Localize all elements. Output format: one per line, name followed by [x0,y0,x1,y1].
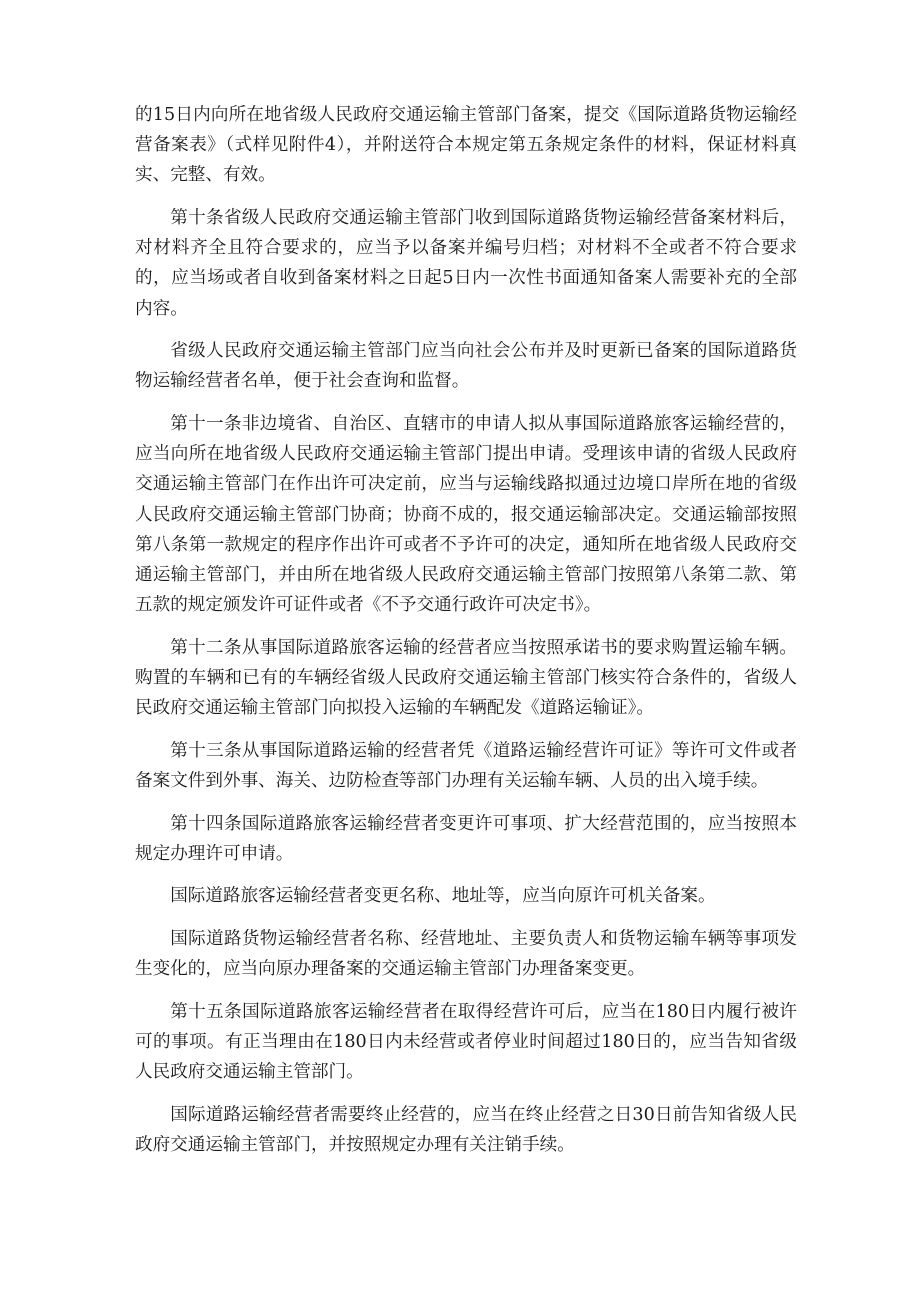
paragraph-article-11: 第十一条非边境省、自治区、直辖市的申请人拟从事国际道路旅客运输经营的，应当向所在地省级人民政府交通运输主管部门提出申请。受理该申请的省级人民政府交通运输主管部门在作出许可决定前，应当与运输线路拟通过边境口岸所在地的省级人民政府交通运输主管部门协商；协商不成的，报交通运输部决定。交通运输部按照第八条第一款规定的程序作出许可或者不予许可的决定，通知所在地省级人民政府交通运输主管部门，并由所在地省级人民政府交通运输主管部门按照第八条第二款、第五款的规定颁发许可证件或者《不予交通行政许可决定书》。 [135,414,797,616]
paragraph-article-10: 第十条省级人民政府交通运输主管部门收到国际道路货物运输经营备案材料后，对材料齐全且符合要求的，应当予以备案并编号归档；对材料不全或者不符合要求的，应当场或者自收到备案材料之日起5日内一次性书面通知备案人需要补充的全部内容。 [135,208,797,319]
paragraph-name-change: 国际道路旅客运输经营者变更名称、地址等，应当向原许可机关备案。 [170,886,716,907]
paragraph-cargo-change: 国际道路货物运输经营者名称、经营地址、主要负责人和货物运输车辆等事项发生变化的，应当向原办理备案的交通运输主管部门办理备案变更。 [135,929,797,980]
paragraph-article-14: 第十四条国际道路旅客运输经营者变更许可事项、扩大经营范围的，应当按照本规定办理许可申请。 [135,813,797,864]
paragraph-article-12: 第十二条从事国际道路旅客运输的经营者应当按照承诺书的要求购置运输车辆。购置的车辆和已有的车辆经省级人民政府交通运输主管部门核实符合条件的，省级人民政府交通运输主管部门向拟投入运输的车辆配发《道路运输证》。 [135,637,797,719]
paragraph-continuation: 的15日内向所在地省级人民政府交通运输主管部门备案，提交《国际道路货物运输经营备案表》（式样见附件4），并附送符合本规定第五条规定条件的材料，保证材料真实、完整、有效。 [135,105,797,186]
paragraph-publication: 省级人民政府交通运输主管部门应当向社会公布并及时更新已备案的国际道路货物运输经营者名单，便于社会查询和监督。 [135,341,797,392]
paragraph-termination: 国际道路运输经营者需要终止经营的，应当在终止经营之日30日前告知省级人民政府交通运输主管部门，并按照规定办理有关注销手续。 [135,1104,797,1155]
paragraph-article-13: 第十三条从事国际道路运输的经营者凭《道路运输经营许可证》等许可文件或者备案文件到外事、海关、边防检查等部门办理有关运输车辆、人员的出入境手续。 [135,740,797,792]
document-page [135,100,797,1173]
paragraph-article-15: 第十五条国际道路旅客运输经营者在取得经营许可后，应当在180日内履行被许可的事项。有正当理由在180日内未经营或者停业时间超过180日的，应当告知省级人民政府交通运输主管部门。 [135,1001,797,1083]
